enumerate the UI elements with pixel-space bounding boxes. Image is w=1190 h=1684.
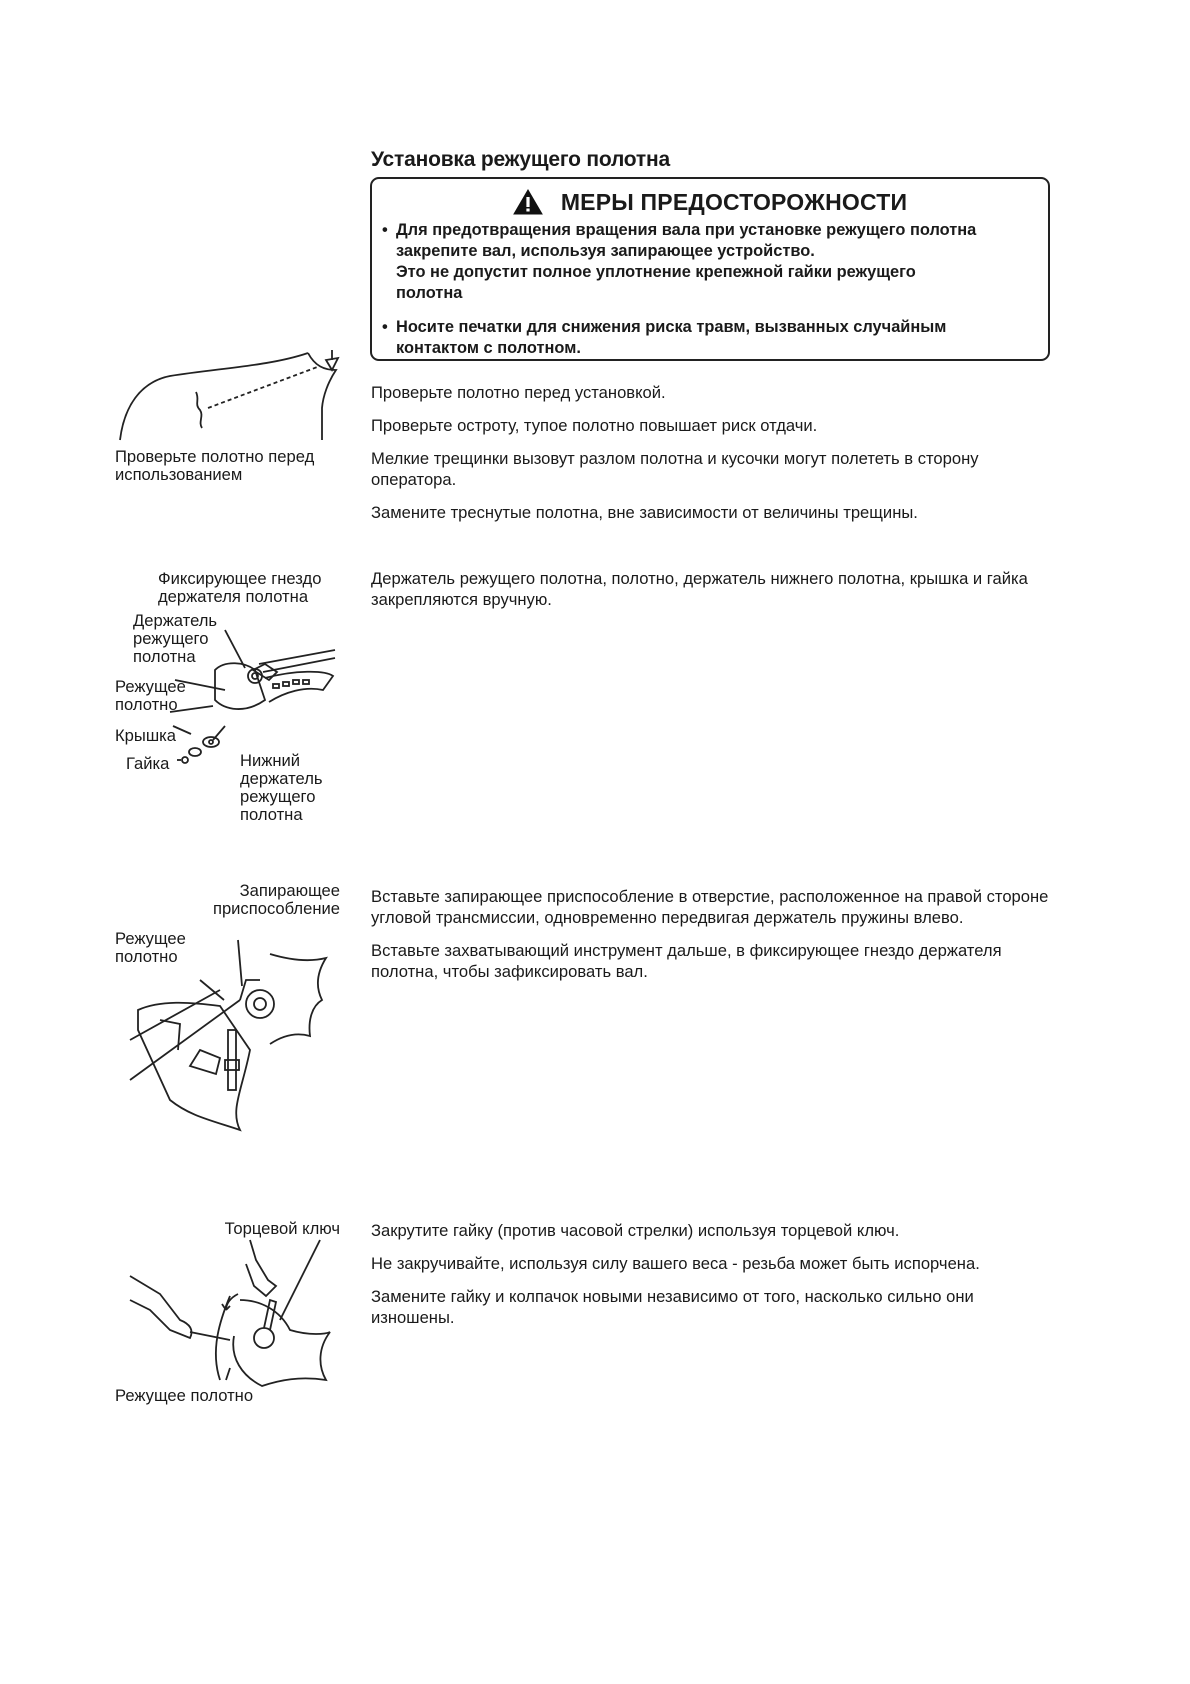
step3-p2: Вставьте захватывающий инструмент дальше, в фиксирующее гнездо держателя полотна, чтобы зафиксировать вал. bbox=[371, 941, 1002, 981]
step3-text bbox=[371, 886, 1051, 994]
fig4-label-blade bbox=[115, 1387, 315, 1405]
fig2-label-nut bbox=[126, 755, 186, 773]
fig2-label-socket bbox=[158, 570, 344, 606]
step2-text bbox=[371, 568, 1051, 622]
warning-bullet-1 bbox=[382, 220, 1034, 304]
warning-bullet-2-line-2: контактом с полотном. bbox=[396, 339, 581, 357]
fig2-label-nut-text: Гайка bbox=[126, 754, 170, 773]
fig3-label-lock bbox=[190, 882, 340, 918]
fig2-label-lower-text: Нижний держатель режущего полотна bbox=[240, 751, 323, 824]
step1-p4: Замените треснутые полотна, вне зависимости от величины трещины. bbox=[371, 503, 918, 522]
socket-wrench-illustration bbox=[130, 1240, 340, 1390]
fig2-label-blade bbox=[115, 678, 195, 714]
warning-bullet-2 bbox=[382, 317, 1034, 359]
fig1-caption-text: Проверьте полотно перед использованием bbox=[115, 447, 315, 484]
fig4-label-wrench-text: Торцевой ключ bbox=[224, 1219, 340, 1238]
step4-p1: Закрутите гайку (против часовой стрелки) используя торцевой ключ. bbox=[371, 1221, 900, 1240]
step1-p3: Мелкие трещинки вызовут разлом полотна и кусочки могут полететь в сторону оператора. bbox=[371, 449, 979, 489]
fig4-label-blade-text: Режущее полотно bbox=[115, 1386, 254, 1405]
fig2-label-holder-text: Держатель режущего полотна bbox=[133, 611, 218, 666]
step1-p1: Проверьте полотно перед установкой. bbox=[371, 383, 666, 402]
fig2-label-cover-text: Крышка bbox=[115, 726, 176, 745]
warning-bullet-1-line-1: Для предотвращения вращения вала при установке режущего полотна bbox=[396, 221, 977, 239]
blade-inspection-illustration bbox=[110, 352, 340, 444]
step1-p2: Проверьте остроту, тупое полотно повышает риск отдачи. bbox=[371, 416, 818, 435]
fig3-label-lock-text: Запирающее приспособление bbox=[212, 881, 340, 918]
warning-bullet-1-line-3: Это не допустит полное уплотнение крепежной гайки режущего bbox=[396, 263, 916, 281]
fig1-caption bbox=[115, 448, 345, 484]
warning-heading: МЕРЫ ПРЕДОСТОРОЖНОСТИ bbox=[560, 189, 908, 215]
warning-triangle-icon bbox=[513, 189, 543, 215]
fig2-label-socket-text: Фиксирующее гнездо держателя полотна bbox=[158, 569, 322, 606]
step4-text bbox=[371, 1220, 1051, 1340]
parts-assembly-illustration bbox=[185, 630, 345, 770]
warning-box bbox=[370, 177, 1050, 361]
step4-p3: Замените гайку и колпачок новыми независимо от того, насколько сильно они изношены. bbox=[371, 1287, 974, 1327]
fig2-label-blade-text: Режущее полотно bbox=[115, 677, 186, 714]
step3-p1: Вставьте запирающее приспособление в отверстие, расположенное на правой стороне угловой трансмиссии, одновременно передвигая держатель пружины влево. bbox=[371, 887, 1049, 927]
warning-bullet-1-line-2: закрепите вал, используя запирающее устройство. bbox=[396, 242, 815, 260]
step2-p1: Держатель режущего полотна, полотно, держатель нижнего полотна, крышка и гайка закрепляются вручную. bbox=[371, 569, 1028, 609]
step1-text bbox=[371, 382, 1051, 535]
locking-device-illustration bbox=[130, 940, 330, 1130]
warning-bullet-1-line-4: полотна bbox=[396, 284, 463, 302]
warning-heading-row bbox=[372, 189, 1048, 216]
bullet-dot: • bbox=[382, 318, 388, 336]
fig4-label-wrench bbox=[190, 1220, 340, 1238]
warning-bullet-2-line-1: Носите печатки для снижения риска травм, вызванных случайным bbox=[396, 318, 947, 336]
step4-p2: Не закручивайте, используя силу вашего веса - резьба может быть испорчена. bbox=[371, 1254, 980, 1273]
fig3-label-blade-text: Режущее полотно bbox=[115, 929, 186, 966]
bullet-dot: • bbox=[382, 221, 388, 239]
section-title: Установка режущего полотна bbox=[371, 148, 670, 171]
